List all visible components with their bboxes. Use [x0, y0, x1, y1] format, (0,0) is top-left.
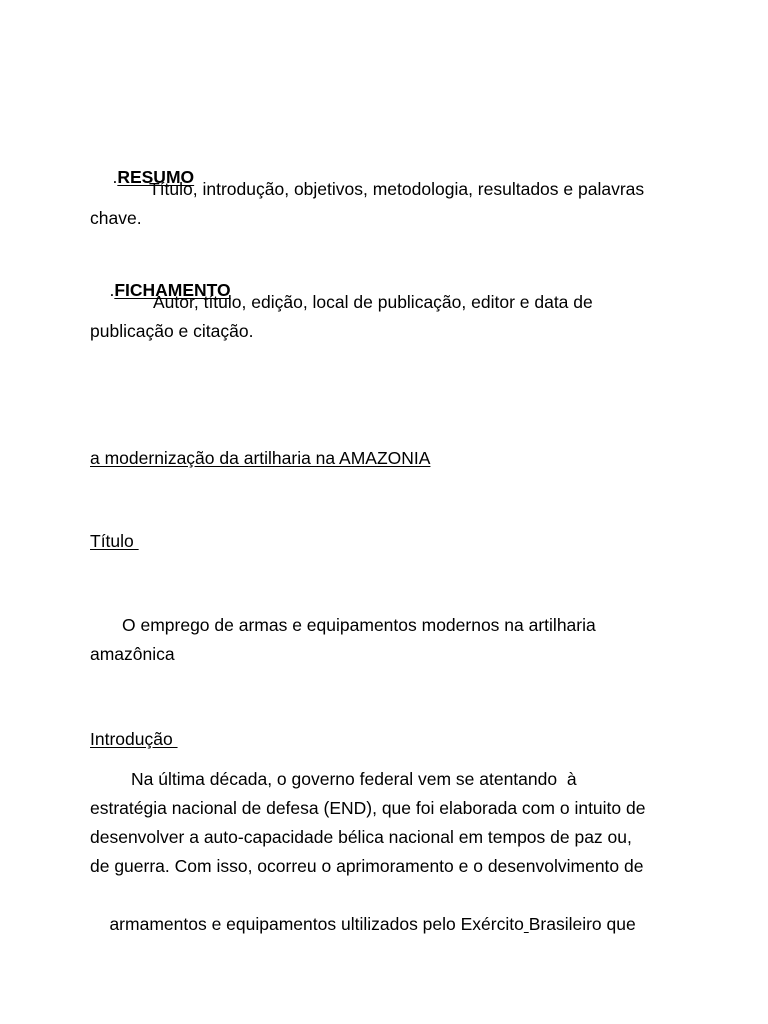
introducao-line-5-a: armamentos e equipamentos ultilizados pelo Exército [109, 914, 524, 934]
fichamento-heading: FICHAMENTO [114, 280, 231, 300]
resumo-text-line-2: chave. [90, 208, 142, 228]
introducao-heading: Introdução [90, 729, 178, 749]
resumo-prefix: . [112, 167, 118, 187]
titulo-text-line-1: O emprego de armas e equipamentos modernos na artilharia [122, 615, 596, 635]
topic-title: a modernização da artilharia na AMAZONIA [90, 448, 431, 468]
introducao-line-5 [90, 881, 636, 968]
resumo-text-line-1: Título, introdução, objetivos, metodologia, resultados e palavras [149, 179, 645, 199]
fichamento-text-line-2: publicação e citação. [90, 321, 254, 341]
resumo-heading: RESUMO [117, 167, 195, 187]
titulo-heading: Título [90, 531, 139, 551]
introducao-line-5-c: Brasileiro que [528, 914, 636, 934]
introducao-line-3: desenvolver a auto-capacidade bélica nacional em tempos de paz ou, [90, 827, 632, 847]
introducao-line-2: estratégia nacional de defesa (END), que foi elaborada com o intuito de [90, 798, 646, 818]
titulo-text-line-2: amazônica [90, 644, 175, 664]
fichamento-text-line-1: Autor, título, edição, local de publicação, editor e data de [153, 292, 593, 312]
fichamento-prefix: . [109, 280, 115, 300]
introducao-line-1: Na última década, o governo federal vem se atentando à [131, 769, 577, 789]
introducao-line-4: de guerra. Com isso, ocorreu o aprimoramento e o desenvolvimento de [90, 856, 644, 876]
